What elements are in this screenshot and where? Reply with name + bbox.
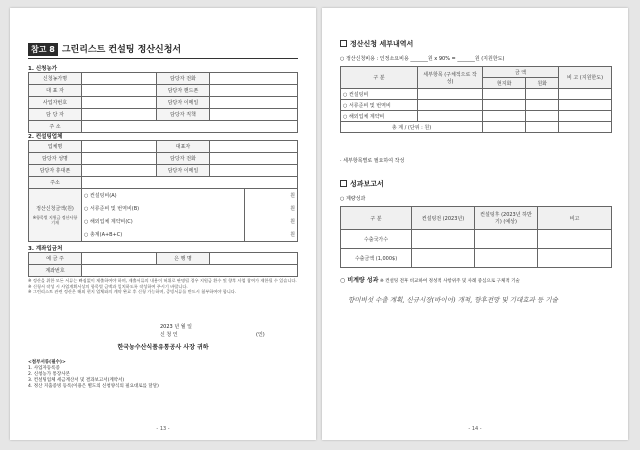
cell-input[interactable] — [82, 97, 157, 109]
unit[interactable]: 원 — [245, 202, 298, 215]
cell-input[interactable] — [483, 111, 526, 122]
applicant: 신 청 인 — [160, 332, 178, 338]
section-consultant: 2. 컨설팅업체 — [28, 134, 63, 140]
cell-input[interactable] — [82, 177, 298, 189]
note: ※ 그린리스트 관련 정산은 해외 현지 업체와의 계약 완료 후 신청 가능하며, 증빙서류를 반드시 첨부하여야 합니다. — [28, 289, 237, 294]
cell-input[interactable] — [526, 100, 559, 111]
form-title — [28, 42, 181, 56]
cell-input[interactable] — [559, 89, 612, 100]
cell-label: 담당자 전화 — [157, 73, 210, 85]
claim-item: ○ 총계(A+B+C) — [82, 228, 245, 242]
cell-label: 담당자 핸드폰 — [157, 85, 210, 97]
detail-note: · 세부항목별로 필요하여 작성 — [340, 158, 405, 164]
claim-item: ○ 서류준비 및 번역비(B) — [82, 202, 245, 215]
detail-heading — [340, 40, 413, 48]
section-applicant: 1. 신청농가 — [28, 66, 58, 72]
total-label: 총 계 / (단위 : 원) — [341, 122, 483, 133]
nonquant-note: ※ 컨설팅 전후 비교하여 정성적 사항위주 및 사례 중심으로 구체적 기술 — [380, 279, 520, 284]
cell-input[interactable] — [483, 89, 526, 100]
cell-input[interactable] — [559, 122, 612, 133]
cell-label: 주 소 — [29, 121, 82, 133]
cell-label: 업체명 — [29, 141, 82, 153]
cell-label: 신청농가명 — [29, 73, 82, 85]
cell-input[interactable] — [483, 100, 526, 111]
attach-item: 3. 컨설팅업체 세금계산서 및 결과보고서(계약서) — [28, 378, 125, 383]
attach-title: <첨부서류(필수)> — [28, 360, 66, 365]
th: 금 액 — [483, 67, 559, 78]
consultant-table — [28, 140, 298, 189]
cell-input[interactable] — [526, 89, 559, 100]
cell-input[interactable] — [82, 153, 157, 165]
cell-input[interactable] — [82, 109, 157, 121]
applicant-table — [28, 72, 298, 133]
th: 컨설팅전 (2023년) — [412, 207, 475, 230]
cell-label: 사업자번호 — [29, 97, 82, 109]
section-bank: 3. 계좌입금처 — [28, 246, 63, 252]
formula: ○ 정산신청비용 : 인정소요비용 _______원 x 90% = _______원 (지원한도) — [340, 56, 505, 62]
page-13 — [10, 8, 316, 440]
cell-input[interactable] — [210, 97, 298, 109]
cell-input[interactable] — [210, 253, 298, 265]
cell-input[interactable] — [559, 111, 612, 122]
cell-input[interactable] — [526, 122, 559, 133]
th: 컨설팅후 (2023년 하반기) (예상) — [475, 207, 538, 230]
addressee: 한국농수산식품유통공사 사장 귀하 — [117, 344, 209, 351]
report-heading — [340, 180, 384, 188]
square-icon — [340, 40, 347, 47]
cell-label: 담당자 전화 — [157, 153, 210, 165]
detail-table — [340, 66, 612, 133]
attach-item: 1. 사업자등록증 — [28, 366, 60, 371]
cell-input[interactable] — [82, 265, 298, 277]
title-text: 그린리스트 컨설팅 정산신청서 — [61, 45, 182, 55]
th: 세부항목 (구체적으로 작성) — [418, 67, 483, 89]
unit[interactable]: 원 — [245, 215, 298, 228]
unit[interactable]: 원 — [245, 189, 298, 203]
th: 구 분 — [341, 207, 412, 230]
cell-label: 계좌번호 — [29, 265, 82, 277]
th: 비 고 (지원한도) — [559, 67, 612, 89]
page-number: - 14 - — [468, 426, 482, 432]
claim-note: ※항목별 지원금 정산사항 기재 — [32, 215, 78, 225]
cell-input[interactable] — [210, 85, 298, 97]
row-label: ○ 컨설팅비 — [341, 89, 418, 100]
attachments — [28, 360, 159, 390]
square-icon — [340, 180, 347, 187]
cell-input[interactable] — [526, 111, 559, 122]
title-rule — [28, 58, 298, 59]
date: 2023 년 월 일 — [160, 324, 192, 330]
attach-item: 4. 정산 지출증빙 등록(이용은 별도의 신청양식의 필요대로를 달달) — [28, 384, 159, 389]
nonquant-line — [340, 278, 612, 285]
cell-input[interactable] — [82, 141, 157, 153]
cell-input[interactable] — [538, 249, 612, 268]
cell-label: 은 행 명 — [157, 253, 210, 265]
claim-item: ○ 컨설팅비(A) — [82, 189, 245, 203]
claim-table — [28, 188, 298, 242]
cell-input[interactable] — [82, 253, 157, 265]
cell-label: 담당자 이메일 — [157, 97, 210, 109]
row-label: 수출국가수 — [341, 230, 412, 249]
cell-input[interactable] — [82, 85, 157, 97]
cell-input[interactable] — [82, 73, 157, 85]
claim-label: 정산신청금액(원) — [36, 206, 74, 212]
quant-subheading: ○ 계량성과 — [340, 196, 366, 202]
cell-input[interactable] — [418, 100, 483, 111]
handwritten-text[interactable]: 향미버섯 수출 계획, 신규시장(바이어) 개척, 향후전망 및 기대효과 등 기술 — [348, 296, 558, 304]
cell-label: 대 표 자 — [29, 85, 82, 97]
cell-input[interactable] — [559, 100, 612, 111]
nonquant-label: ○ 비계량 성과 — [340, 277, 379, 284]
cell-input[interactable] — [483, 122, 526, 133]
claim-item: ○ 해외업체 계약비(C) — [82, 215, 245, 228]
row-label: ○ 해외업체 계약비 — [341, 111, 418, 122]
cell-input[interactable] — [210, 141, 298, 153]
note: ※ 정산을 위한 모든 서류는 빠짐없이 제출하여야 하며, 제출서류의 내용이 허위로 판명될 경우 지원금 환수 및 향후 사업 참여가 제한될 수 있습니다. — [28, 278, 297, 283]
detail-heading-text: 정산신청 세부내역서 — [350, 40, 414, 48]
page-14 — [322, 8, 628, 440]
cell-label: 담당자 성명 — [29, 153, 82, 165]
th: 비고 — [538, 207, 612, 230]
cell-input[interactable] — [475, 230, 538, 249]
note: ※ 신청서 작성 시 사업계획서상의 항목별 금액과 일치하도록 작성하여 주시기 바랍니다. — [28, 283, 188, 289]
attach-item: 2. 신청농가 통장사본 — [28, 372, 70, 377]
cell-input[interactable] — [475, 249, 538, 268]
cell-label: 주소 — [29, 177, 82, 189]
th: 현지화 — [483, 78, 526, 89]
claim-label-cell — [29, 189, 82, 242]
reference-tag: 참고 8 — [28, 43, 58, 56]
cell-label: 대표자 — [157, 141, 210, 153]
row-label: ○ 서류준비 및 번역비 — [341, 100, 418, 111]
cell-input[interactable] — [418, 111, 483, 122]
cell-label: 담당자 직책 — [157, 109, 210, 121]
page-number: - 13 - — [156, 426, 170, 432]
notes — [28, 278, 298, 295]
seal: (인) — [256, 332, 265, 338]
cell-input[interactable] — [82, 165, 157, 177]
cell-label: 담 당 자 — [29, 109, 82, 121]
quant-table — [340, 206, 612, 268]
cell-input[interactable] — [538, 230, 612, 249]
unit[interactable]: 원 — [245, 228, 298, 242]
cell-label: 담당자 이메일 — [157, 165, 210, 177]
cell-input[interactable] — [210, 153, 298, 165]
cell-label: 담당자 휴대폰 — [29, 165, 82, 177]
bank-table — [28, 252, 298, 277]
cell-input[interactable] — [418, 89, 483, 100]
cell-input[interactable] — [82, 121, 298, 133]
th: 원화 — [526, 78, 559, 89]
cell-input[interactable] — [210, 165, 298, 177]
cell-input[interactable] — [412, 249, 475, 268]
cell-input[interactable] — [210, 73, 298, 85]
row-label: 수출금액 (1,000$) — [341, 249, 412, 268]
report-heading-text: 성과보고서 — [350, 180, 384, 188]
cell-input[interactable] — [412, 230, 475, 249]
cell-label: 예 금 주 — [29, 253, 82, 265]
cell-input[interactable] — [210, 109, 298, 121]
th: 구 분 — [341, 67, 418, 89]
